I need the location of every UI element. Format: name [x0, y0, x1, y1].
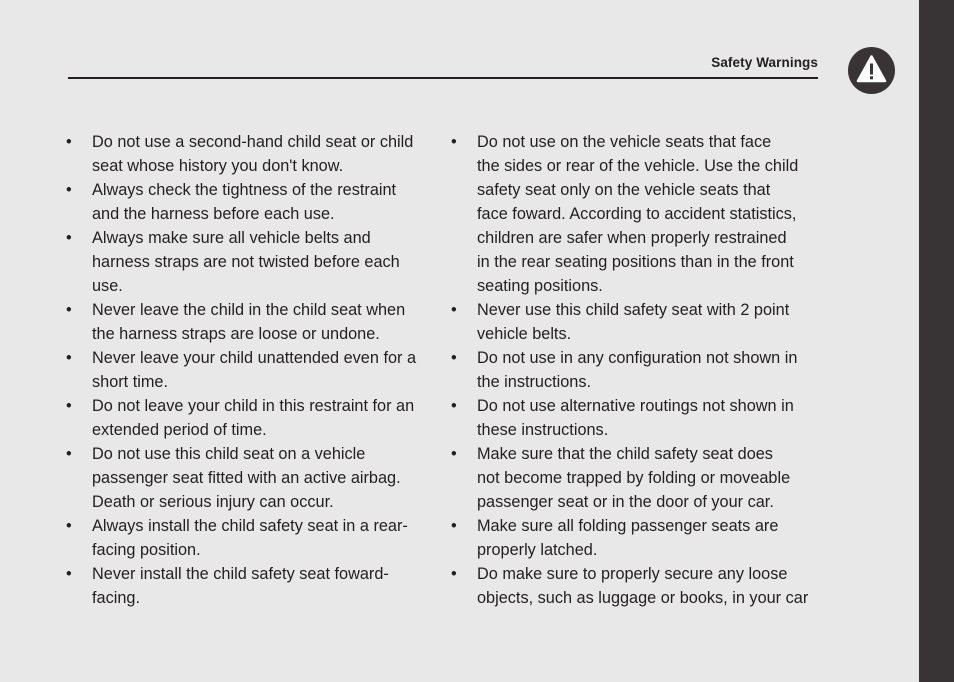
warning-line: Do not use on the vehicle seats that face: [477, 133, 772, 151]
warning-list-item: [451, 394, 823, 442]
warning-line: Do not use in any configuration not shown in: [477, 349, 798, 367]
bullet-icon: •: [66, 181, 72, 199]
warning-line: Do not use alternative routings not shown in: [477, 397, 794, 415]
right-warning-list: [451, 130, 823, 610]
warning-line: facing position.: [92, 541, 201, 559]
warning-line: facing.: [92, 589, 140, 607]
warning-list-item: [66, 394, 428, 442]
warning-line: Always make sure all vehicle belts and: [92, 229, 371, 247]
bullet-icon: •: [66, 445, 72, 463]
bullet-icon: •: [451, 349, 457, 367]
bullet-icon: •: [451, 397, 457, 415]
warning-line: short time.: [92, 373, 169, 391]
bullet-icon: •: [66, 349, 72, 367]
warning-line: Never leave the child in the child seat when: [92, 301, 406, 319]
bullet-icon: •: [451, 301, 457, 319]
warning-list-item: [451, 514, 823, 562]
warning-line: Do not use a second-hand child seat or child: [92, 133, 414, 151]
side-strip: [919, 0, 954, 682]
warning-list-item: [451, 346, 823, 394]
warning-line: the instructions.: [477, 373, 592, 391]
bullet-icon: •: [451, 565, 457, 583]
bullet-icon: •: [66, 517, 72, 535]
warning-list-item: [451, 298, 823, 346]
warning-list-item: [66, 298, 428, 346]
warning-line: seat whose history you don't know.: [92, 157, 344, 175]
warning-list-item: [451, 562, 823, 610]
warning-line: Do not use this child seat on a vehicle: [92, 445, 366, 463]
warning-list-item: [66, 442, 428, 514]
warning-list-item: [66, 226, 428, 298]
warning-line: face foward. According to accident statistics,: [477, 205, 797, 223]
warning-line: the sides or rear of the vehicle. Use the child: [477, 157, 799, 175]
warning-line: extended period of time.: [92, 421, 267, 439]
warning-line: Never leave your child unattended even for a: [92, 349, 417, 367]
warning-list-item: [66, 178, 428, 226]
warning-line: Always check the tightness of the restraint: [92, 181, 397, 199]
warning-line: vehicle belts.: [477, 325, 572, 343]
warning-line: and the harness before each use.: [92, 205, 335, 223]
warning-line: Never use this child safety seat with 2 point: [477, 301, 790, 319]
warning-list-item: [66, 562, 428, 610]
warning-line: Death or serious injury can occur.: [92, 493, 334, 511]
page-title: Safety Warnings: [711, 55, 818, 70]
bullet-icon: •: [66, 565, 72, 583]
warning-line: in the rear seating positions than in the front: [477, 253, 794, 271]
bullet-icon: •: [451, 517, 457, 535]
warning-line: objects, such as luggage or books, in your car: [477, 589, 809, 607]
warning-line: Make sure all folding passenger seats are: [477, 517, 779, 535]
warning-line: passenger seat fitted with an active airbag.: [92, 469, 401, 487]
warning-line: Do make sure to properly secure any loose: [477, 565, 788, 583]
warning-list-item: [451, 442, 823, 514]
bullet-icon: •: [451, 445, 457, 463]
warning-list-item: [66, 514, 428, 562]
bullet-icon: •: [66, 229, 72, 247]
header-rule: [68, 77, 818, 79]
warning-list-item: [66, 346, 428, 394]
warning-line: the harness straps are loose or undone.: [92, 325, 380, 343]
left-warning-list: [66, 130, 428, 610]
warning-line: harness straps are not twisted before each: [92, 253, 400, 271]
warning-line: passenger seat or in the door of your car.: [477, 493, 774, 511]
warning-line: safety seat only on the vehicle seats that: [477, 181, 771, 199]
bullet-icon: •: [451, 133, 457, 151]
warning-list-item: [451, 130, 823, 298]
warning-list-item: [66, 130, 428, 178]
warning-line: not become trapped by folding or moveable: [477, 469, 791, 487]
warning-line: Never install the child safety seat foward-: [92, 565, 389, 583]
warning-line: use.: [92, 277, 123, 295]
warning-line: these instructions.: [477, 421, 609, 439]
warning-line: properly latched.: [477, 541, 598, 559]
warning-line: Do not leave your child in this restraint for an: [92, 397, 415, 415]
warning-line: children are safer when properly restrained: [477, 229, 787, 247]
warning-line: Make sure that the child safety seat does: [477, 445, 773, 463]
warning-triangle-icon: [848, 47, 895, 94]
bullet-icon: •: [66, 133, 72, 151]
bullet-icon: •: [66, 397, 72, 415]
warning-line: seating positions.: [477, 277, 603, 295]
bullet-icon: •: [66, 301, 72, 319]
warning-line: Always install the child safety seat in a rear-: [92, 517, 408, 535]
